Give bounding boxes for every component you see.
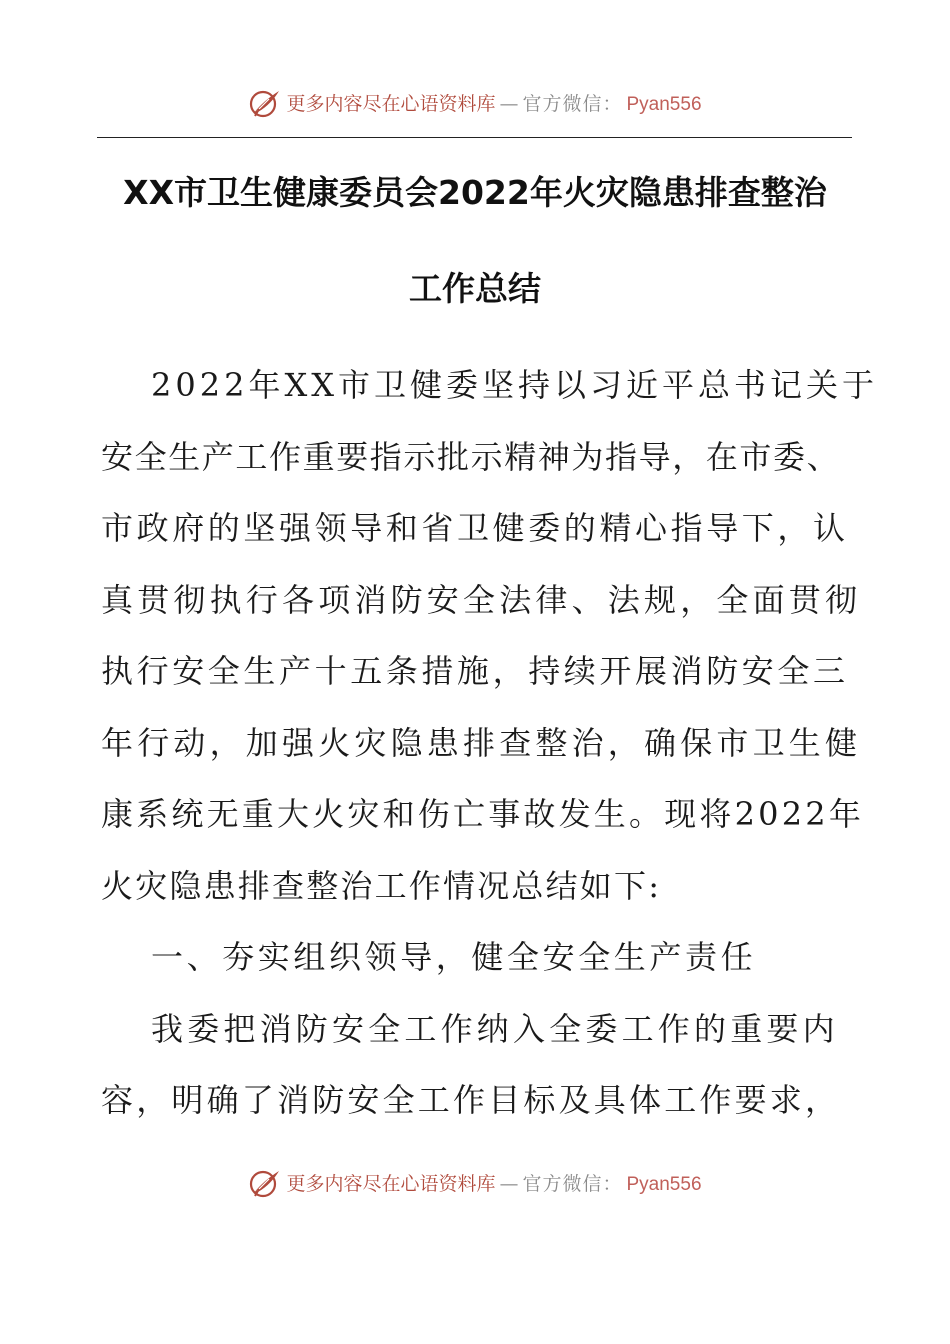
watermark-wechat-id: Pyan556: [626, 1173, 702, 1195]
paragraph-1-line: 火灾隐患排查整治工作情况总结如下:: [101, 866, 662, 905]
footer-watermark: [0, 1164, 950, 1204]
paragraph-1-line: 执行安全生产十五条措施，持续开展消防安全三: [101, 652, 849, 690]
document-body: [101, 366, 879, 1153]
document-title-line-2: 工作总结: [409, 269, 541, 308]
footer-watermark-content: [248, 1167, 701, 1201]
watermark-wechat-label: 官方微信：: [522, 1172, 623, 1195]
watermark-wechat-id: Pyan556: [626, 93, 702, 115]
paragraph-1-line: 康系统无重大火灾和伤亡事故发生。现将2022年: [101, 795, 865, 833]
quill-pen-logo-icon: [248, 87, 282, 121]
header-watermark-content: [248, 87, 701, 121]
document-title-line-1: XX市卫生健康委员会2022年火灾隐患排查整治: [123, 173, 827, 212]
paragraph-2-line: 我委把消防安全工作纳入全委工作的重要内: [151, 1009, 839, 1048]
watermark-wechat-label: 官方微信：: [522, 92, 623, 115]
paragraph-2-line: 容，明确了消防安全工作目标及具体工作要求，: [101, 1081, 841, 1119]
header-watermark: [0, 84, 950, 124]
paragraph-1-line: 2022年XX市卫健委坚持以习近平总书记关于: [151, 366, 879, 404]
paragraph-1-line: 年行动，加强火灾隐患排查整治，确保市卫生健: [101, 723, 862, 762]
watermark-dash: —: [499, 92, 519, 115]
paragraph-1-line: 市政府的坚强领导和省卫健委的精心指导下，认: [101, 509, 849, 547]
watermark-brand-text: 更多内容尽在心语资料库: [286, 92, 496, 115]
watermark-brand-text: 更多内容尽在心语资料库: [286, 1172, 496, 1195]
header-divider: [97, 137, 852, 138]
paragraph-1-line: 安全生产工作重要指示批示精神为指导，在市委、: [101, 437, 841, 476]
quill-pen-logo-icon: [248, 1167, 282, 1201]
section-1-heading: 一、夯实组织领导，健全安全生产责任: [151, 938, 757, 976]
paragraph-1-line: 真贯彻执行各项消防安全法律、法规，全面贯彻: [101, 580, 862, 619]
watermark-dash: —: [499, 1172, 519, 1195]
